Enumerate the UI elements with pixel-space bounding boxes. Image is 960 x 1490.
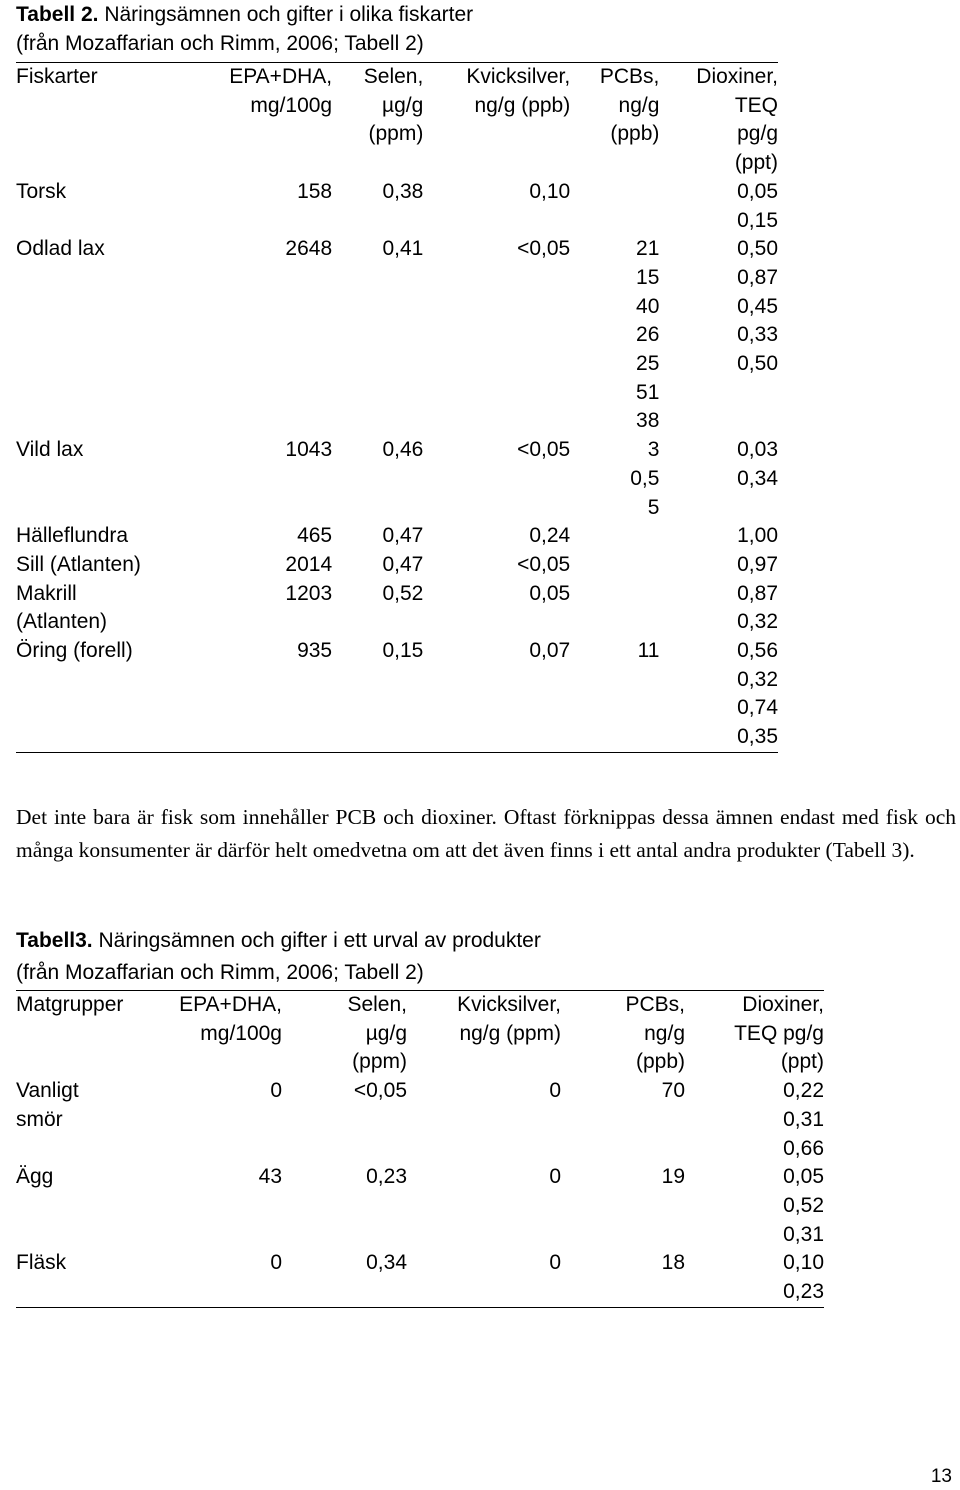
table1-header-cell: PCBs, ng/g (ppb)	[599, 65, 660, 146]
table1-header-cell: Dioxiner, TEQ pg/g (ppt)	[696, 65, 778, 175]
table1-cell: Öring (forell)	[16, 639, 133, 663]
table1-cell: 0,24	[529, 524, 571, 548]
table1-header-cell: Fiskarter	[16, 65, 98, 88]
table2-caption	[16, 925, 541, 988]
table2-cell: 0,10 0,23	[783, 1251, 824, 1304]
table1-cell: 465	[297, 524, 333, 548]
table1-cell: 158	[297, 179, 333, 203]
table-row	[16, 1249, 824, 1307]
table1-caption-text: Näringsämnen och gifter i olika fiskarter	[98, 3, 474, 26]
table1-cell: 0,05	[529, 581, 571, 605]
table1-cell: 935	[297, 639, 333, 663]
table1-fish-nutrients	[16, 62, 778, 753]
table2-product-nutrients	[16, 990, 824, 1308]
table2-cell: Fläsk	[16, 1251, 67, 1275]
table-row	[16, 436, 778, 522]
body-paragraph: Det inte bara är fisk som innehåller PCB och dioxiner. Oftast förknippas dessa ämnen endast med fisk och många konsumenter är därför helt omedvetna om att det även finns i ett antal andra produkter (Tabell 3).	[16, 805, 956, 862]
table1-cell: 0,41	[382, 237, 424, 261]
table-row	[16, 580, 778, 637]
table-row	[16, 235, 778, 436]
table1-cell: 0,46	[382, 438, 424, 462]
table1-cell	[570, 551, 659, 580]
table1-cell	[570, 580, 659, 637]
table1-cell: 1203	[285, 581, 333, 605]
table1-cell: 0,56 0,32 0,74 0,35	[737, 639, 778, 749]
table2-header-cell: Kvicksilver, ng/g (ppm)	[457, 993, 561, 1045]
table1-cell: 0,47	[382, 524, 424, 548]
table1-cell: 2648	[285, 237, 333, 261]
table1-header-cell: Kvicksilver, ng/g (ppb)	[466, 65, 571, 117]
table2-caption-source: (från Mozaffarian och Rimm, 2006; Tabell 2)	[16, 960, 424, 984]
table2-cell: 0,34	[366, 1251, 407, 1275]
table1-caption	[16, 0, 473, 58]
table2-cell: 0	[270, 1079, 282, 1103]
table1-cell: Odlad lax	[16, 237, 105, 261]
page-number: 13	[930, 1466, 952, 1487]
table1-cell: 1,00	[737, 524, 778, 548]
table2-caption-text: Näringsämnen och gifter i ett urval av produkter	[92, 929, 541, 952]
table2-cell: 0,22 0,31 0,66	[783, 1079, 824, 1160]
table2-header-cell: EPA+DHA, mg/100g	[179, 993, 282, 1045]
table1-cell: 2014	[285, 552, 333, 576]
table2-cell: 19	[661, 1165, 685, 1189]
table1-cell	[570, 522, 659, 551]
table1-cell: 3 0,5 5	[630, 438, 660, 519]
table2-cell: 70	[661, 1079, 685, 1103]
table2-header-cell: Matgrupper	[16, 993, 124, 1016]
table1-cell: Sill (Atlanten)	[16, 552, 141, 576]
table1-cell	[570, 178, 659, 235]
table1-header-cell: Selen, µg/g (ppm)	[363, 65, 424, 146]
table1-cell: 21 15 40 26 25 51 38	[636, 237, 660, 433]
table2-cell: 18	[661, 1251, 685, 1275]
table1-cell: 0,05 0,15	[737, 179, 778, 232]
table1-cell: 0,10	[529, 179, 571, 203]
table1-cell: 0,07	[529, 639, 571, 663]
table1-cell: Hälleflundra	[16, 524, 129, 548]
table2-header-cell: Dioxiner, TEQ pg/g (ppt)	[734, 993, 824, 1074]
table2-cell: 0	[270, 1251, 282, 1275]
table2-cell: Vanligt smör	[16, 1079, 79, 1131]
table1-cell: Vild lax	[16, 438, 84, 462]
table-row	[16, 1163, 824, 1249]
table1-cell: 11	[637, 639, 660, 663]
table1-cell: 0,03 0,34	[737, 438, 778, 490]
table1-cell: 1043	[285, 438, 333, 462]
table1-cell: 0,87 0,32	[737, 581, 778, 634]
table1-caption-label: Tabell 2.	[16, 3, 99, 26]
table2-header-cell: Selen, µg/g (ppm)	[347, 993, 407, 1074]
table1-cell: 0,15	[382, 639, 424, 663]
table1-cell: <0,05	[517, 552, 571, 576]
table2-caption-label: Tabell3.	[16, 929, 93, 952]
table-row	[16, 637, 778, 752]
table2-header-cell: PCBs, ng/g (ppb)	[625, 993, 685, 1074]
table2-cell: 43	[258, 1165, 282, 1189]
table-row	[16, 522, 778, 551]
table2-cell: 0,05 0,52 0,31	[783, 1165, 824, 1246]
table2-cell: Ägg	[16, 1165, 54, 1189]
table2-cell: <0,05	[353, 1079, 407, 1103]
table1-cell: Makrill (Atlanten)	[16, 581, 108, 634]
table1-cell: 0,52	[382, 581, 424, 605]
table1-cell: <0,05	[517, 237, 571, 261]
table2-header-row	[16, 991, 824, 1078]
table2-cell: 0,23	[366, 1165, 407, 1189]
table1-header-cell: EPA+DHA, mg/100g	[229, 65, 333, 117]
table1-header-row	[16, 63, 778, 178]
table-row	[16, 178, 778, 235]
table2-cell: 0	[549, 1165, 561, 1189]
table2-cell: 0	[549, 1079, 561, 1103]
table1-cell: 0,47	[382, 552, 424, 576]
table1-cell: 0,38	[382, 179, 424, 203]
table-row	[16, 551, 778, 580]
table1-cell: 0,50 0,87 0,45 0,33 0,50	[737, 237, 778, 376]
table1-caption-source: (från Mozaffarian och Rimm, 2006; Tabell 2)	[16, 32, 424, 55]
table-row	[16, 1077, 824, 1163]
table1-cell: Torsk	[16, 179, 67, 203]
table2-cell: 0	[549, 1251, 561, 1275]
table1-cell: <0,05	[517, 438, 571, 462]
table1-cell: 0,97	[737, 552, 778, 576]
